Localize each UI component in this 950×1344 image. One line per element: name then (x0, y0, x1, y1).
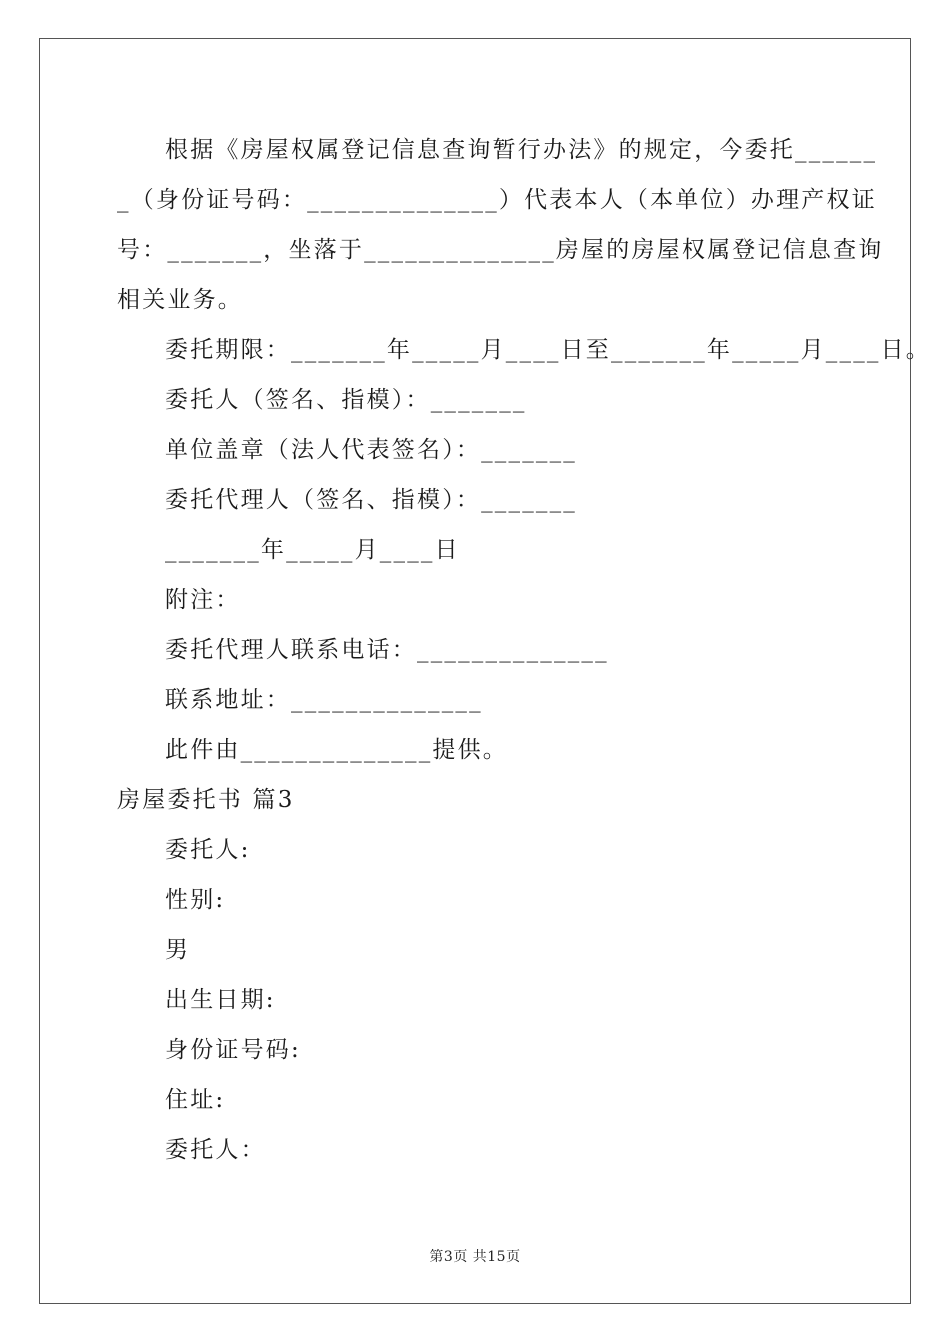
address-label: 住址: (165, 1087, 226, 1113)
note-heading: 附注： (165, 587, 241, 613)
paragraph-line-3: 号：_______，坐落于______________房屋的房屋权属登记信息查询 (117, 237, 884, 263)
contact-address-line: 联系地址：______________ (165, 687, 483, 713)
birth-date-label: 出生日期: (165, 987, 276, 1013)
paragraph-line-4: 相关业务。 (117, 287, 243, 313)
principal-label-2: 委托人： (165, 1137, 266, 1163)
gender-label: 性别: (165, 887, 226, 913)
date-line: _______年_____月____日 (165, 537, 460, 563)
paragraph-line-2: _（身份证号码：______________）代表本人（本单位）办理产权证 (117, 187, 877, 213)
agent-phone-line: 委托代理人联系电话：______________ (165, 637, 609, 663)
section-heading: 房屋委托书 篇3 (117, 787, 295, 813)
agent-signature-line: 委托代理人（签名、指模）：_______ (165, 487, 577, 513)
principal-signature-line: 委托人（签名、指模）：_______ (165, 387, 527, 413)
principal-label: 委托人: (165, 837, 251, 863)
gender-value: 男 (165, 937, 191, 963)
id-number-label: 身份证号码: (165, 1037, 301, 1063)
paragraph-line-1: 根据《房屋权属登记信息查询暂行办法》的规定，今委托______ (165, 137, 878, 163)
page-number-footer: 第3页 共15页 (429, 1249, 521, 1265)
provided-by-line: 此件由______________提供。 (165, 737, 508, 763)
entrust-period-line: 委托期限：_______年_____月____日至_______年_____月____日。 (165, 337, 931, 363)
unit-seal-line: 单位盖章（法人代表签名）：_______ (165, 437, 577, 463)
